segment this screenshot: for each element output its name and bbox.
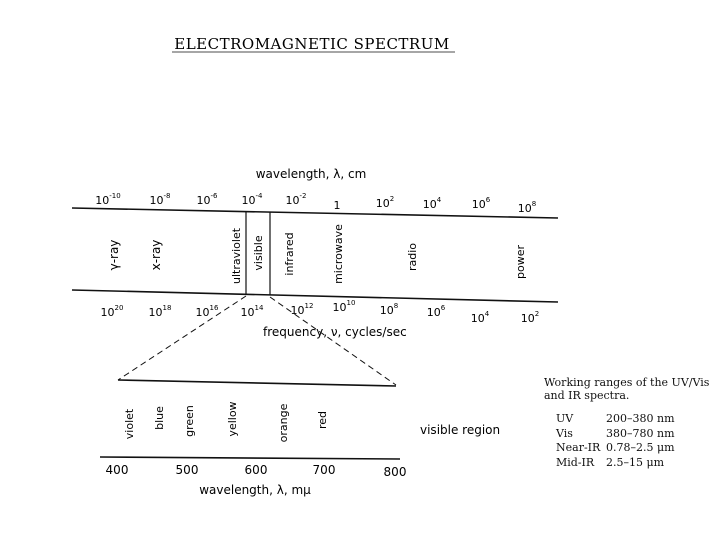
wavelength-axis-label: wavelength, λ, cm (255, 167, 367, 181)
frequency-tick: $10^4$ (470, 310, 490, 325)
color-red: red (316, 410, 329, 430)
wavelength-tick: $10^8$ (517, 200, 537, 215)
region-microwave: microwave (332, 224, 345, 284)
wavelength-tick: $10^{-6}$ (196, 192, 218, 207)
table-row (556, 441, 675, 456)
frequency-tick: $10^{14}$ (240, 304, 264, 319)
region-infrared: infrared (283, 232, 296, 276)
frequency-tick: $10^{12}$ (290, 302, 314, 317)
range-name: Near-IR (556, 441, 601, 454)
range-value: 380–780 nm (606, 426, 675, 440)
region-radio: radio (406, 242, 419, 272)
visible-tick: 600 (244, 463, 268, 477)
visible-scale-line (100, 457, 400, 459)
frequency-tick: $10^2$ (520, 310, 540, 325)
range-name: Mid-IR (556, 455, 595, 469)
frequency-axis-label: frequency, ν, cycles/sec (263, 325, 407, 339)
visible-tick: 800 (383, 465, 407, 479)
wavelength-tick: $10^{-2}$ (285, 192, 307, 207)
working-ranges-table (556, 412, 675, 470)
range-value: 2.5–15 μm (606, 455, 665, 469)
wavelength-tick: $10^4$ (422, 196, 442, 211)
wavelength-tick: 1 (333, 199, 341, 212)
range-value: 0.78–2.5 μm (606, 441, 675, 454)
frequency-tick: $10^6$ (426, 304, 446, 319)
visible-colors (123, 401, 329, 442)
visible-tick: 500 (175, 463, 199, 477)
region-gamma-ray: γ-ray (107, 239, 121, 271)
frequency-tick: $10^{20}$ (100, 304, 124, 319)
region-power: power (514, 245, 527, 279)
wavelength-tick: $10^{-8}$ (149, 192, 171, 207)
working-ranges-caption: Working ranges of the UV/Vis and IR spectra. (544, 376, 710, 402)
wavelength-tick: $10^2$ (375, 195, 395, 210)
range-name: UV (556, 412, 574, 425)
table-row (556, 427, 675, 442)
color-yellow: yellow (226, 401, 239, 437)
table-row (556, 412, 675, 427)
color-blue: blue (153, 406, 166, 430)
frequency-tick: $10^8$ (379, 302, 399, 317)
frequency-tick: $10^{10}$ (332, 299, 356, 314)
zoom-line-left (118, 296, 246, 380)
working-ranges-panel (536, 358, 720, 510)
color-violet: violet (123, 408, 136, 440)
visible-bar (118, 380, 396, 386)
region-visible: visible (252, 235, 265, 271)
diagram-title: ELECTROMAGNETIC SPECTRUM (174, 35, 450, 53)
color-orange: orange (277, 403, 290, 443)
wavelength-ticks (95, 192, 536, 215)
color-green: green (183, 405, 196, 437)
spectrum-regions (107, 224, 527, 284)
range-value: 200–380 nm (606, 412, 675, 425)
region-x-ray: x-ray (149, 239, 163, 271)
region-ultraviolet: ultraviolet (230, 227, 243, 285)
visible-region-label: visible region (420, 423, 501, 437)
visible-tick: 700 (312, 463, 336, 477)
table-row (556, 456, 675, 471)
wavelength-tick: $10^6$ (471, 196, 491, 211)
visible-tick: 400 (105, 463, 129, 477)
wavelength-tick: $10^{-10}$ (95, 192, 121, 207)
frequency-tick: $10^{18}$ (148, 304, 172, 319)
frequency-ticks (101, 299, 540, 325)
wavelength-tick: $10^{-4}$ (241, 192, 263, 207)
visible-wavelength-axis-label: wavelength, λ, mμ (199, 483, 311, 497)
frequency-tick: $10^{16}$ (195, 304, 219, 319)
range-name: Vis (556, 426, 573, 440)
band-bottom-line (72, 290, 558, 302)
visible-wavelength-ticks (106, 463, 407, 479)
